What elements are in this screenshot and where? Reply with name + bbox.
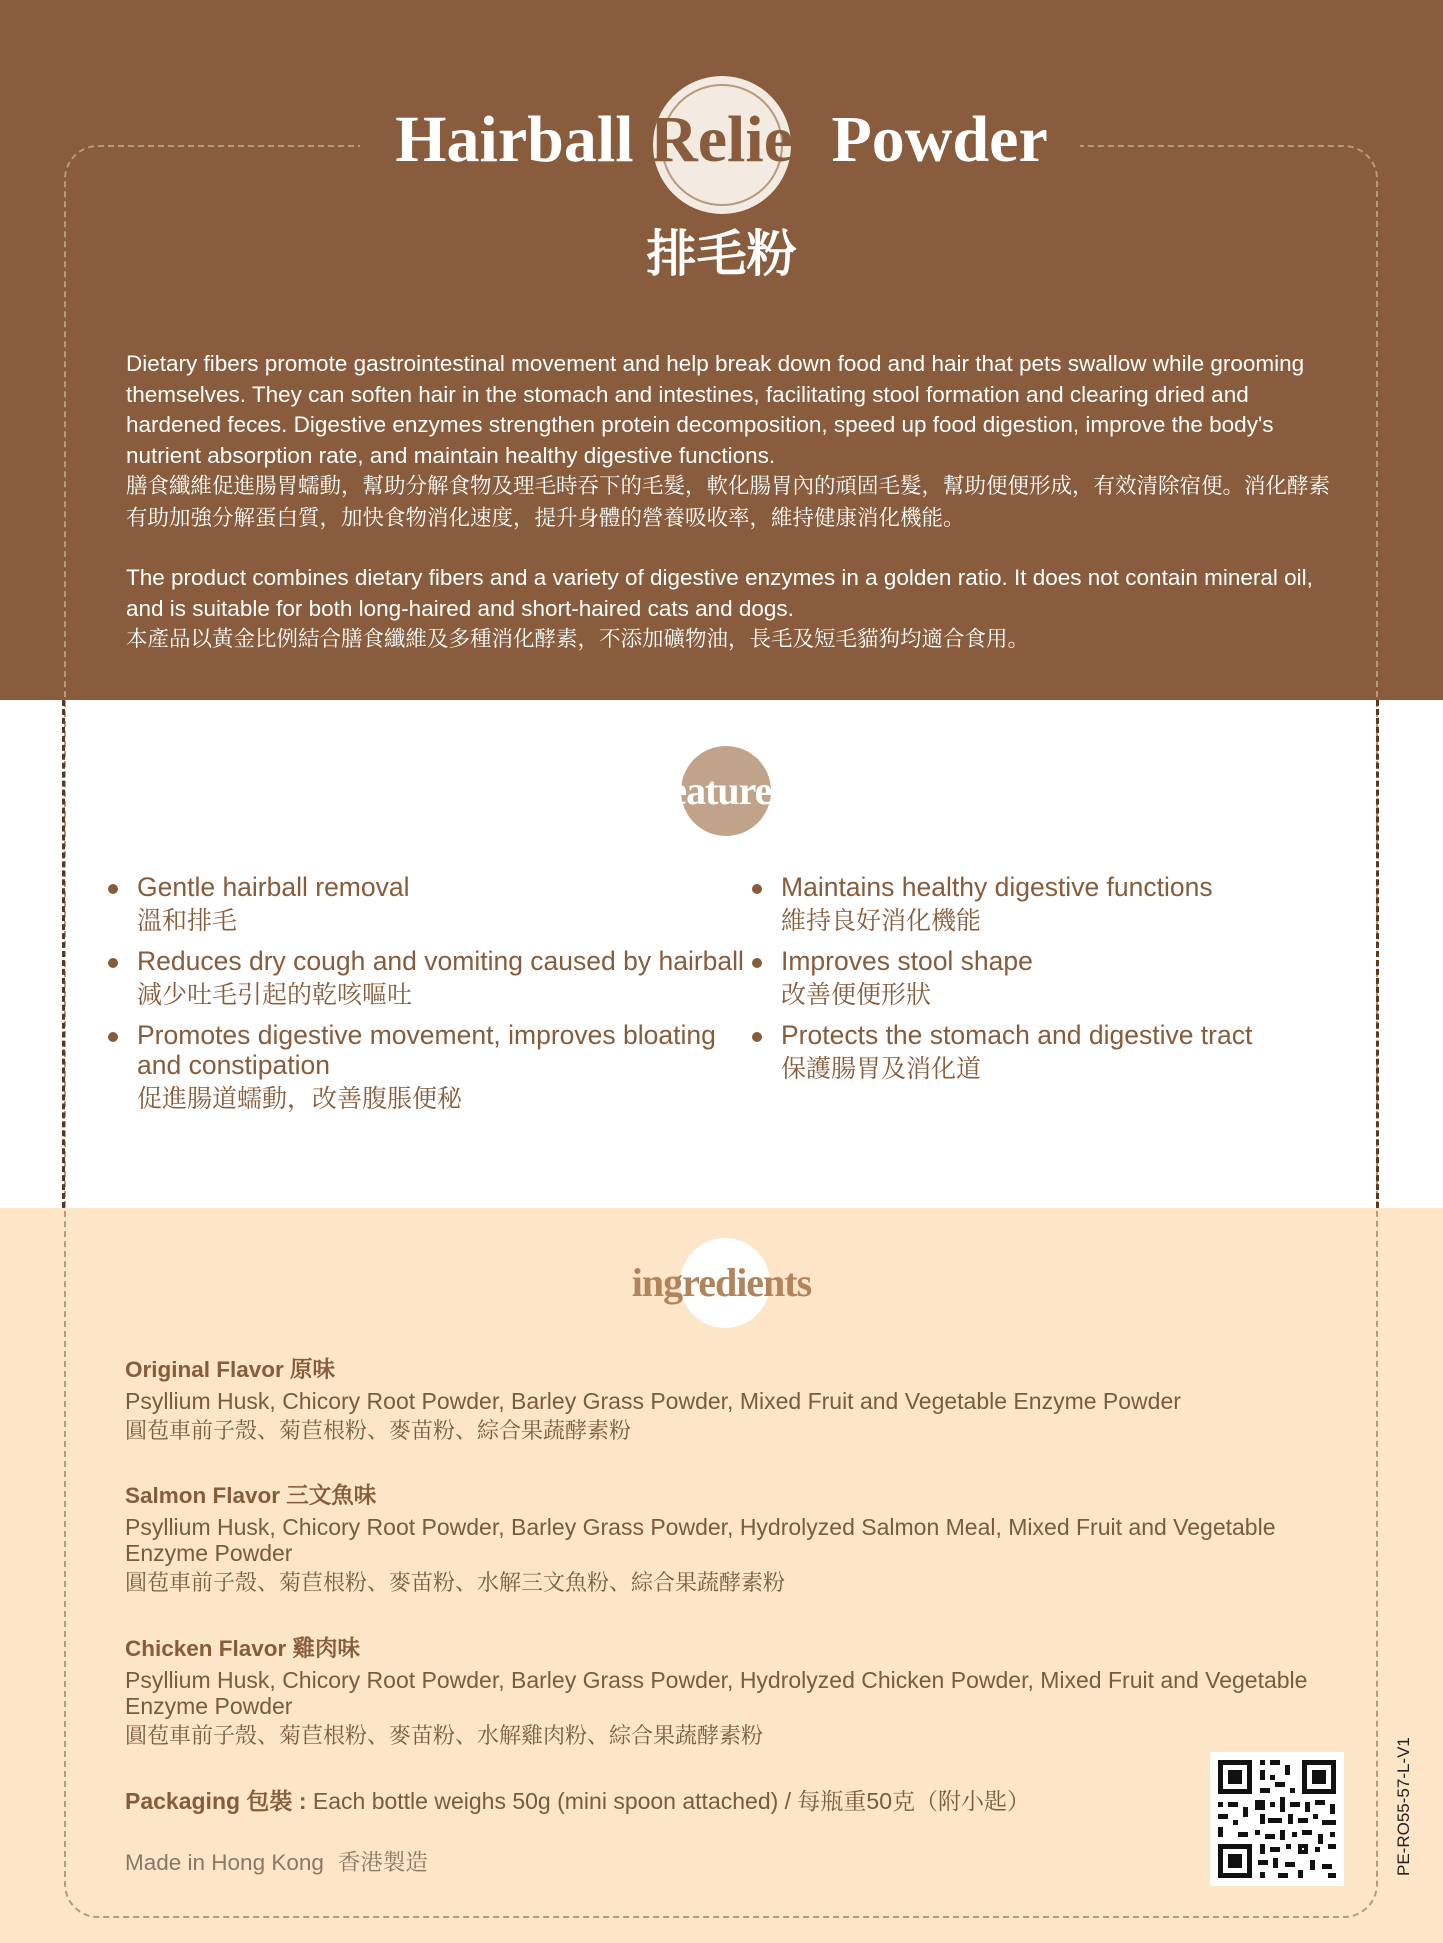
packaging-text: Each bottle weighs 50g (mini spoon attached) / 每瓶重50克（附小匙）: [312, 1788, 1031, 1814]
title-part-mid: Relief: [650, 103, 815, 176]
title-part-right: Powder: [814, 103, 1048, 176]
intro-en-2: The product combines dietary fibers and a variety of digestive enzymes in a golden ratio. It does not contain mineral oil, and is suitable for both long-haired and short-haired cats and dogs.: [126, 565, 1313, 621]
ingredient-en: Psyllium Husk, Chicory Root Powder, Barley Grass Powder, Hydrolyzed Salmon Meal, Mixed Fruit and Vegetable Enzyme Powder: [125, 1514, 1276, 1566]
qr-code-icon[interactable]: [1210, 1752, 1344, 1886]
intro-paragraph-1: [126, 349, 1336, 534]
ingredients-heading: ingredients: [631, 1260, 812, 1305]
ingredient-heading: Original Flavor 原味: [125, 1357, 336, 1382]
packaging-label: Packaging 包裝 :: [125, 1788, 313, 1814]
ingredient-zh: 圓苞車前子殼、菊苣根粉、麥苗粉、綜合果蔬酵素粉: [125, 1419, 632, 1444]
ingredient-heading: Chicken Flavor 雞肉味: [125, 1636, 361, 1661]
intro-paragraph-2: [126, 563, 1336, 656]
ingredient-chicken: [125, 1633, 1355, 1755]
made-in-en: Made in Hong Kong: [125, 1850, 324, 1875]
product-title: [0, 100, 1443, 180]
product-code: PE-RO55-57-L-V1: [1394, 1737, 1413, 1876]
features-list-left: [108, 872, 758, 1124]
ingredient-zh: 圓苞車前子殼、菊苣根粉、麥苗粉、水解三文魚粉、綜合果蔬酵素粉: [125, 1571, 786, 1596]
feature-en: Improves stool shape: [781, 946, 1033, 976]
bullet-icon: [108, 958, 118, 968]
intro-zh-1: 膳食纖維促進腸胃蠕動，幫助分解食物及理毛時吞下的毛髮，軟化腸胃內的頑固毛髮，幫助便便形成，有效清除宿便。消化酵素有助加強分解蛋白質，加快食物消化速度，提升身體的營養吸收率，維持健康消化機能。: [126, 474, 1331, 531]
feature-zh: 維持良好消化機能: [781, 906, 982, 935]
feature-zh: 保護腸胃及消化道: [781, 1054, 982, 1083]
feature-en: Promotes digestive movement, improves bloating and constipation: [137, 1020, 716, 1080]
feature-en: Reduces dry cough and vomiting caused by hairball: [137, 946, 744, 976]
bullet-icon: [108, 1032, 118, 1042]
product-subtitle-zh: 排毛粉: [646, 225, 797, 283]
ingredient-original: [125, 1354, 1355, 1450]
feature-item: [752, 1020, 1372, 1088]
intro-en-1: Dietary fibers promote gastrointestinal movement and help break down food and hair that pets swallow while grooming themselves. They can soften hair in the stomach and intestines, facilitating stool formation and clearing dried and hardened feces. Digestive enzymes strengthen protein decomposition, speed up food digestion, improve the body's nutrient absorption rate, and maintain healthy digestive functions.: [126, 351, 1305, 468]
feature-zh: 溫和排毛: [137, 906, 238, 935]
packaging-info: [125, 1784, 1030, 1818]
features-heading: features: [657, 768, 786, 813]
bullet-icon: [108, 884, 118, 894]
bullet-icon: [752, 958, 762, 968]
bullet-icon: [752, 884, 762, 894]
feature-zh: 改善便便形狀: [781, 980, 932, 1009]
ingredient-salmon: [125, 1480, 1355, 1602]
ingredient-zh: 圓苞車前子殼、菊苣根粉、麥苗粉、水解雞肉粉、綜合果蔬酵素粉: [125, 1724, 764, 1749]
feature-item: [108, 872, 758, 940]
ingredient-en: Psyllium Husk, Chicory Root Powder, Barley Grass Powder, Mixed Fruit and Vegetable Enzyme Powder: [125, 1388, 1181, 1414]
feature-en: Gentle hairball removal: [137, 872, 410, 902]
ingredient-heading: Salmon Flavor 三文魚味: [125, 1483, 377, 1508]
feature-item: [108, 946, 758, 1014]
made-in-zh: 香港製造: [337, 1850, 428, 1875]
intro-zh-2: 本產品以黃金比例結合膳食纖維及多種消化酵素，不添加礦物油，長毛及短毛貓狗均適合食用。: [126, 627, 1030, 652]
qr-code-graphic: [1210, 1752, 1344, 1886]
title-part-left: Hairball: [395, 103, 651, 176]
made-in: [125, 1848, 442, 1878]
feature-zh: 減少吐毛引起的乾咳嘔吐: [137, 980, 413, 1009]
feature-en: Maintains healthy digestive functions: [781, 872, 1213, 902]
feature-item: [752, 872, 1372, 940]
feature-zh: 促進腸道蠕動，改善腹脹便秘: [137, 1084, 463, 1113]
feature-item: [752, 946, 1372, 1014]
ingredient-en: Psyllium Husk, Chicory Root Powder, Barley Grass Powder, Hydrolyzed Chicken Powder, Mixed Fruit and Vegetable Enzyme Powder: [125, 1667, 1308, 1719]
feature-en: Protects the stomach and digestive tract: [781, 1020, 1253, 1050]
feature-item: [108, 1020, 758, 1118]
bullet-icon: [752, 1032, 762, 1042]
features-list-right: [752, 872, 1372, 1094]
